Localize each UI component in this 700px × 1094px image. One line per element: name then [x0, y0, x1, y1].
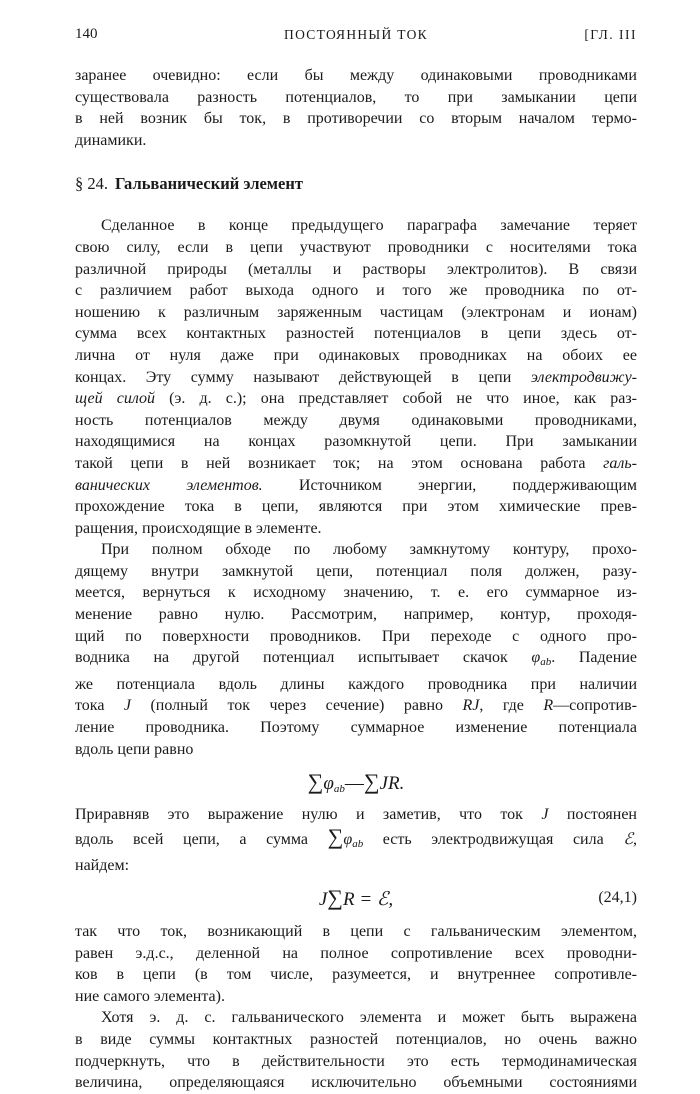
text-line: сумма всех контактных разностей потенциалов в цепи здесь от-: [75, 325, 637, 343]
text-line: находящимися на концах разомкнутой цепи. При замыкании: [75, 433, 637, 451]
section-heading: [75, 173, 637, 195]
text-line: ращения, происходящие в элементе.: [75, 519, 322, 537]
sum-symbol: ∑: [327, 823, 344, 849]
math-symbol: JR.: [379, 773, 405, 795]
text-line: с различием работ выхода одного и того же проводника по от-: [75, 282, 637, 300]
emphasis-term: щей силой: [75, 390, 155, 408]
text-span: Приравняв это выражение нулю и заметив, что ток: [75, 806, 542, 824]
text-line: же потенциала вдоль длины каждого проводника при наличии: [75, 675, 637, 693]
text-line: свою силу, если в цепи участвуют проводники с носителями тока: [75, 238, 637, 256]
text-span: есть электродвижущая сила: [363, 830, 624, 848]
math-subscript: ab: [352, 837, 364, 850]
text-line: ность потенциалов между двумя одинаковыми проводниками,: [75, 411, 637, 429]
sum-symbol: ∑: [363, 769, 380, 795]
text-line: вдоль цепи равно: [75, 740, 194, 758]
text-line: ношению к различным заряженным частицам (электронам и ионам): [75, 303, 637, 321]
page-number: 140: [75, 26, 98, 42]
text-span: постоянен: [548, 806, 637, 824]
text-line: дящему внутри замкнутой цепи, потенциал поля должен, разу-: [75, 562, 637, 580]
page-body: [75, 65, 637, 1094]
section-number: § 24.: [75, 174, 108, 194]
text-line: ление проводника. Поэтому суммарное изменение потенциала: [75, 719, 637, 737]
text-line: лична от нуля даже при одинаковых проводниках на обоих ее: [75, 346, 637, 364]
text-line: [75, 804, 637, 826]
text-span: вдоль всей цепи, а сумма: [75, 830, 328, 848]
text-line: щий по поверхности проводников. При переходе с одного про-: [75, 627, 637, 645]
text-line: величина, определяющаяся исключительно объемными состояниями: [75, 1074, 637, 1092]
section-title: Гальванический элемент: [115, 174, 303, 194]
text-line: [75, 823, 637, 856]
text-line: [75, 647, 637, 674]
math-subscript: ab: [540, 656, 552, 669]
text-line: [75, 453, 637, 475]
text-span: —сопротив-: [553, 697, 637, 715]
text-line: прохождение тока в цепи, являются при этом химические прев-: [75, 498, 637, 516]
paragraph-4: [75, 921, 637, 1007]
emphasis-term: галь-: [603, 454, 637, 472]
text-span: , где: [479, 697, 544, 715]
text-line: подчеркнуть, что в действительности это есть термодинамическая: [75, 1052, 637, 1070]
paragraph-5: [75, 1007, 637, 1093]
text-line: меется, вернуться к исходному значению, т. е. его суммарное из-: [75, 584, 637, 602]
equation-number: (24,1): [598, 889, 637, 906]
paragraph-2: [75, 539, 637, 760]
emphasis-term: электродвижу-: [530, 368, 637, 386]
math-symbol: J: [541, 806, 549, 824]
text-line: [75, 388, 637, 410]
math-symbol: φ: [531, 649, 541, 667]
math-symbol: φ: [343, 830, 353, 848]
minus-sign: —: [344, 773, 364, 795]
text-line: [75, 695, 637, 717]
paragraph-1: [75, 215, 637, 539]
text-line: заранее очевидно: если бы между одинаковыми проводниками: [75, 67, 637, 84]
math-symbol: J: [123, 697, 131, 715]
text-line: ков в цепи (в том числе, разумеется, и внутреннее сопротивле-: [75, 966, 637, 984]
text-span: (полный ток через сечение) равно: [130, 697, 463, 715]
math-symbol: R: [543, 697, 554, 715]
paragraph-3: [75, 804, 637, 877]
text-line: Сделанное в конце предыдущего параграфа замечание теряет: [101, 217, 637, 235]
running-title: ПОСТОЯННЫЙ ТОК: [284, 27, 428, 42]
math-symbol: φ: [323, 773, 334, 795]
text-span: концах. Эту сумму называют действующей в цепи: [75, 368, 531, 386]
text-line: При полном обходе по любому замкнутому контуру, прохо-: [101, 541, 637, 559]
text-line: в виде суммы контактных разностей потенциалов, но очень важно: [75, 1030, 637, 1048]
math-subscript: ab: [333, 783, 345, 796]
text-line: так что ток, возникающий в цепи с гальваническим элементом,: [75, 923, 637, 940]
text-line: Хотя э. д. с. гальванического элемента и может быть выражена: [101, 1009, 637, 1027]
equation-24-1: [75, 878, 637, 918]
emphasis-term: ванических элементов.: [75, 476, 263, 494]
text-line: различной природы (металлы и растворы электролитов). В связи: [75, 260, 637, 278]
text-line: динамики.: [75, 131, 147, 149]
sum-symbol: ∑: [307, 769, 324, 795]
text-line: в ней возник бы ток, в противоречии со вторым началом термо-: [75, 110, 637, 128]
text-line: найдем:: [75, 857, 130, 875]
math-symbol: RJ: [462, 697, 480, 715]
text-line: [75, 367, 637, 389]
text-span: (э. д. с.); она представляет собой не что иное, как раз-: [155, 390, 638, 408]
text-span: . Падение: [551, 649, 638, 667]
page-header: [75, 26, 637, 50]
sum-symbol: ∑: [327, 885, 343, 910]
intro-paragraph: [75, 65, 637, 151]
text-span: такой цепи в ней возникает ток; на этом основана работа: [75, 454, 604, 472]
text-span: тока: [75, 697, 124, 715]
text-line: [75, 475, 637, 497]
text-line: ние самого элемента).: [75, 987, 225, 1005]
math-symbol: R = ℰ,: [342, 889, 394, 910]
chapter-label: [ГЛ. III: [584, 27, 637, 42]
math-symbol: J: [318, 889, 328, 910]
text-span: Источником энергии, поддерживающим: [262, 476, 638, 494]
text-line: существовала разность потенциалов, то при замыкании цепи: [75, 88, 637, 106]
text-span: водника на другой потенциал испытывает скачок: [75, 649, 532, 667]
text-line: менение равно нулю. Рассмотрим, например, контур, проходя-: [75, 606, 637, 624]
text-line: равен э.д.с., деленной на полное сопротивление всех проводни-: [75, 944, 637, 962]
equation-sum-potential: [75, 762, 637, 802]
math-symbol: ℰ: [623, 830, 633, 848]
text-span: ,: [633, 830, 637, 848]
